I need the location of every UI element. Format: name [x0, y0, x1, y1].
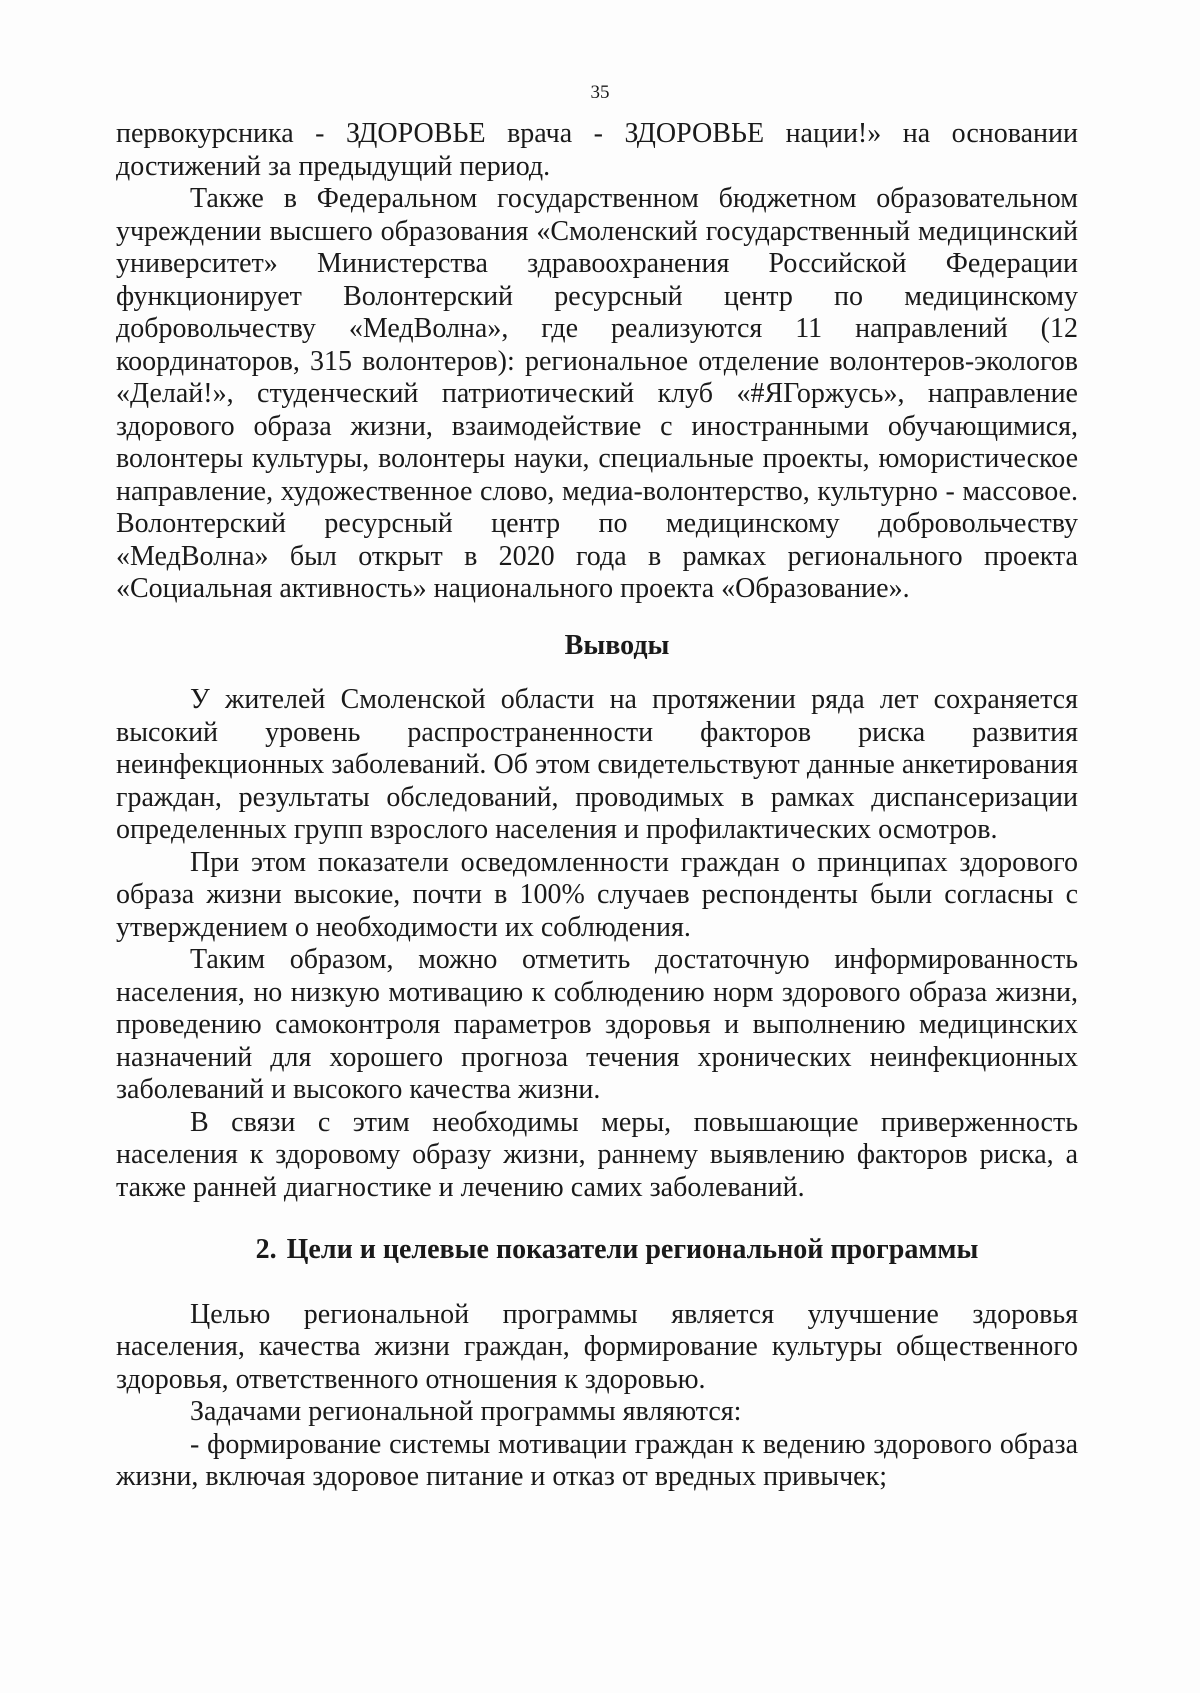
page-content [116, 118, 1078, 1494]
paragraph-conclusion-1: У жителей Смоленской области на протяжении ряда лет сохраняется высокий уровень распространенности факторов риска развития неинфекционных заболеваний. Об этом свидетельствуют данные анкетирования граждан, результаты обследований, проводимых в рамках диспансеризации определенных групп взрослого населения и профилактических осмотров. [116, 684, 1078, 845]
list-item-task-1: - формирование системы мотивации граждан к ведению здорового образа жизни, включая здоровое питание и отказ от вредных привычек; [116, 1428, 1078, 1492]
paragraph-continuation: первокурсника - ЗДОРОВЬЕ врача - ЗДОРОВЬЕ нации!» на основании достижений за предыдущий период. [116, 118, 1078, 182]
heading-conclusions: Выводы [564, 629, 670, 661]
page-number: 35 [590, 82, 610, 103]
paragraph-goal: Целью региональной программы является улучшение здоровья населения, качества жизни граждан, формирование культуры общественного здоровья, ответственного отношения к здоровью. [116, 1298, 1078, 1395]
paragraph-conclusion-4: В связи с этим необходимы меры, повышающие приверженность населения к здоровому образу жизни, раннему выявлению факторов риска, а также ранней диагностике и лечению самих заболеваний. [116, 1106, 1078, 1203]
paragraph-conclusion-3: Таким образом, можно отметить достаточную информированность населения, но низкую мотивацию к соблюдению норм здорового образа жизни, проведению самоконтроля параметров здоровья и выполнению медицинских назначений для хорошего прогноза течения хронических неинфекционных заболеваний и высокого качества жизни. [116, 944, 1078, 1105]
paragraph-conclusion-2: При этом показатели осведомленности граждан о принципах здорового образа жизни высокие, почти в 100% случаев респонденты были согласны с утверждением о необходимости их соблюдения. [116, 846, 1078, 943]
paragraph-volunteer-center: Также в Федеральном государственном бюджетном образовательном учреждении высшего образования «Смоленский государственный медицинский университет» Министерства здравоохранения Российской Федерации функционирует Волонтерский ресурсный центр по медицинскому добровольчеству «МедВолна», где реализуются 11 направлений (12 координаторов, 315 волонтеров): региональное отделение волонтеров-экологов «Делай!», студенческий патриотический клуб «#ЯГоржусь», направление здорового образа жизни, взаимодействие с иностранными обучающимися, волонтеры культуры, волонтеры науки, специальные проекты, юмористическое направление, художественное слово, медиа-волонтерство, культурно - массовое. Волонтерский ресурсный центр по медицинскому добровольчеству «МедВолна» был открыт в 2020 года в рамках регионального проекта «Социальная активность» национального проекта «Образование». [116, 183, 1078, 604]
heading-section-2 [116, 1234, 1078, 1267]
section-number: 2. [255, 1234, 277, 1265]
section-title: Цели и целевые показатели региональной программы [286, 1234, 979, 1265]
paragraph-tasks-intro: Задачами региональной программы являются: [190, 1396, 742, 1427]
